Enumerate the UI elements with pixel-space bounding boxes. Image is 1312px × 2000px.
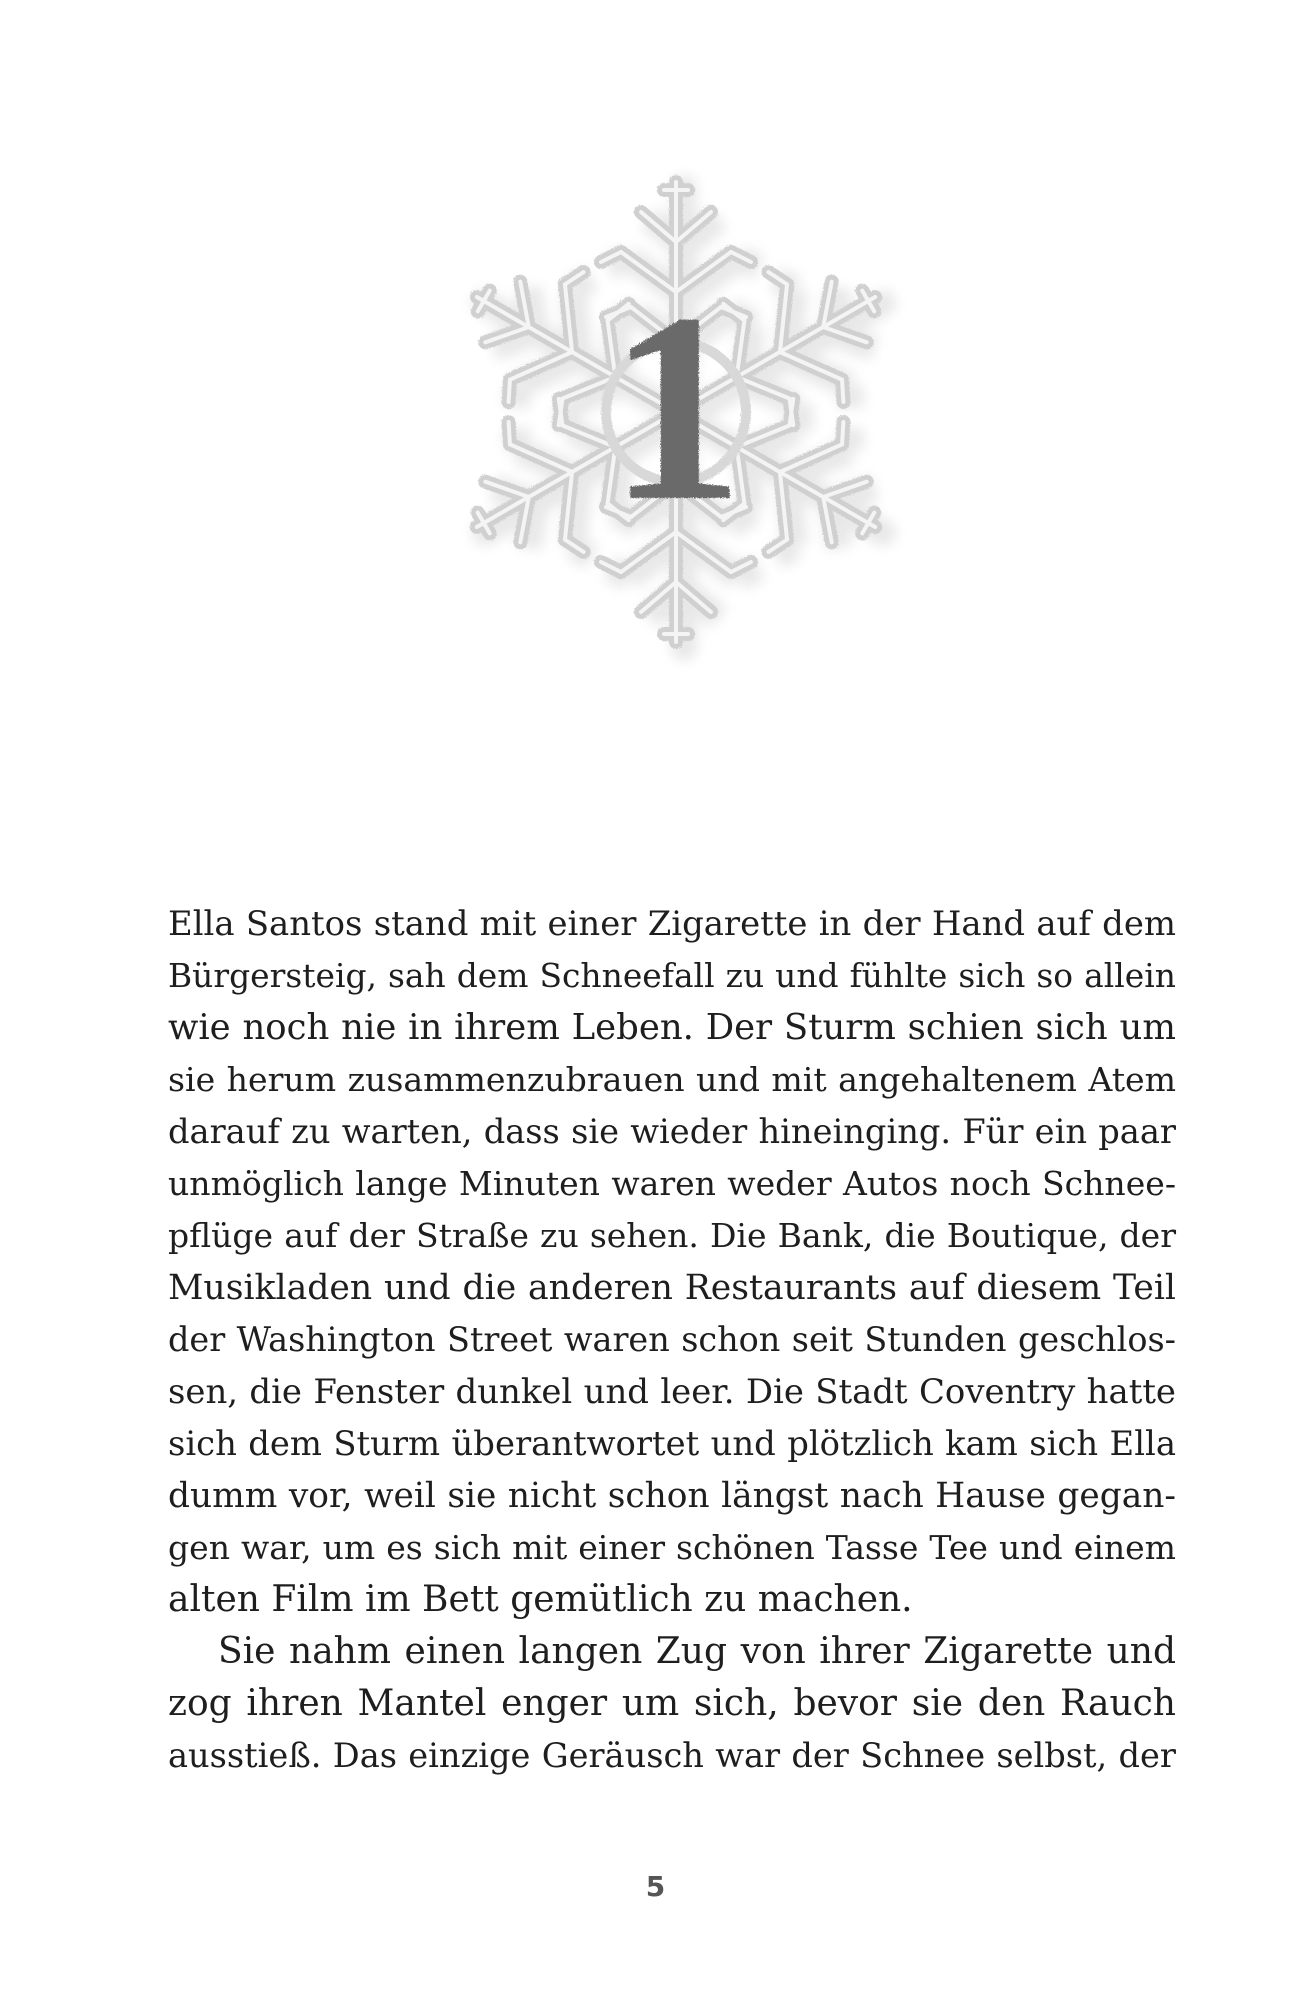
text-line: darauf zu warten, dass sie wieder hineinging. Für ein paar bbox=[168, 1112, 1176, 1151]
page-number: 5 bbox=[645, 1870, 667, 1903]
text-line: sie herum zusammenzubrauen und mit angehaltenem Atem bbox=[168, 1060, 1176, 1099]
text-line: ausstieß. Das einzige Geräusch war der Schnee selbst, der bbox=[168, 1736, 1176, 1775]
paragraph bbox=[168, 1626, 1176, 1782]
text-line: wie noch nie in ihrem Leben. Der Sturm schien sich um bbox=[168, 1007, 1176, 1048]
snowflake-icon bbox=[426, 150, 926, 690]
chapter-ornament bbox=[426, 150, 926, 690]
paragraph bbox=[168, 898, 1176, 1626]
text-line: Musikladen und die anderen Restaurants auf diesem Teil bbox=[168, 1268, 1176, 1308]
text-line: zog ihren Mantel enger um sich, bevor sie den Rauch bbox=[168, 1683, 1176, 1724]
text-line: dumm vor, weil sie nicht schon längst nach Hause gegan- bbox=[168, 1476, 1176, 1516]
text-line: Bürgersteig, sah dem Schneefall zu und fühlte sich so allein bbox=[168, 956, 1176, 995]
text-line: alten Film im Bett gemütlich zu machen. bbox=[168, 1579, 913, 1620]
chapter-number: 1 bbox=[608, 258, 744, 557]
text-line: Ella Santos stand mit einer Zigarette in der Hand auf dem bbox=[168, 904, 1176, 943]
text-line: der Washington Street waren schon seit Stunden geschlos- bbox=[168, 1320, 1176, 1359]
text-line: sich dem Sturm überantwortet und plötzlich kam sich Ella bbox=[168, 1424, 1176, 1463]
text-line: Sie nahm einen langen Zug von ihrer Zigarette und bbox=[218, 1631, 1176, 1672]
text-line: pflüge auf der Straße zu sehen. Die Bank, die Boutique, der bbox=[168, 1216, 1176, 1255]
text-line: unmöglich lange Minuten waren weder Autos noch Schnee- bbox=[168, 1164, 1176, 1203]
text-line: gen war, um es sich mit einer schönen Tasse Tee und einem bbox=[168, 1528, 1176, 1567]
text-line: sen, die Fenster dunkel und leer. Die Stadt Coventry hatte bbox=[168, 1372, 1176, 1411]
chapter-body-text bbox=[168, 898, 1176, 1782]
